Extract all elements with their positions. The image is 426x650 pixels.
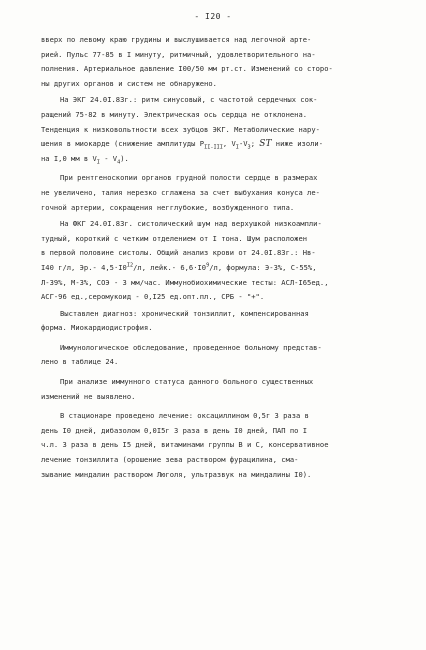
text-fragment: шения в миокарде (снижение амплитуды P [41, 139, 205, 149]
text-line: АСГ-96 ед.,серомукоид - 0,I25 ед.опт.пл., СРБ - "+". [41, 292, 265, 302]
text-line: вверх по левому краю грудины и выслушивается над легочной арте- [41, 35, 312, 44]
page-number: - I20 - [194, 12, 232, 21]
subscript: 3 [247, 144, 251, 151]
text-fragment: ). [120, 153, 129, 163]
text-fragment: ; [250, 139, 260, 149]
subscript: I [235, 144, 239, 151]
text-line: лено в таблице 24. [41, 357, 119, 367]
text-fragment: - V [99, 153, 118, 163]
text-line: ращений 75-82 в минуту. Электрическая ось сердца не отклонена. [41, 109, 308, 119]
paragraph-treatment [41, 409, 403, 482]
text-line: При рентгеноскопии органов грудной полости сердце в размерах [60, 173, 318, 183]
st-segment-label: ST [259, 139, 272, 150]
text-line: форма. Миокардиодистрофия. [41, 323, 153, 333]
document-body [41, 33, 403, 482]
text-line-formula [41, 152, 403, 167]
text-line: Выставлен диагноз: хронический тонзиллит, компенсированная [60, 308, 309, 318]
superscript: 9 [206, 262, 210, 269]
text-line: Л-39%, М-3%, СОЭ - 3 мм/час. Иммунобиохимические тесты: АСЛ-I65ед., [41, 277, 329, 287]
text-fragment: /л, лейк.- 6,6·I0 [133, 262, 207, 272]
text-line-formula [41, 261, 403, 276]
text-line: изменений не выявлено. [41, 391, 136, 401]
superscript: I2 [126, 262, 134, 269]
text-line: На ЭКГ 24.0I.83г.: ритм синусовый, с частотой сердечных сок- [60, 95, 318, 105]
text-line: ны других органов и систем не обнаружено. [41, 78, 217, 88]
text-fragment: I40 г/л, Эр.- 4,5·I0 [41, 262, 127, 272]
paragraph-cardiac-exam [41, 33, 403, 91]
paragraph-xray [41, 171, 403, 215]
text-line: зывание миндалин раствором Люголя, ультразвук на миндалины I0). [41, 469, 312, 479]
text-fragment: /л, формула: Э-3%, С-55%, [209, 262, 317, 272]
text-line: В стационаре проведено лечение: оксациллином 0,5г 3 раза в [60, 411, 309, 421]
paragraph-pcg-blood [41, 217, 403, 305]
paragraph-immune-status [41, 375, 403, 404]
text-line: ч.л. 3 раза в день I5 дней, витаминами группы В и С, консервативное [41, 440, 329, 450]
text-line: Тенденция к низковольтности всех зубцов ЭКГ. Метаболические нару- [41, 124, 320, 134]
text-fragment: ниже изоли- [271, 139, 324, 149]
text-line: не увеличено, талия нерезко сглажена за счет выбухания конуса ле- [41, 187, 320, 197]
text-line-formula: шения в миокарде (снижение амплитуды $P_{II-III}$, $V_I-V_3$; ST ниже изоли- [41, 139, 324, 151]
subscript: II-III [204, 144, 223, 151]
text-line: полнения. Артериальное давление I00/50 мм рт.ст. Изменений со сторо- [41, 64, 333, 74]
text-line: в первой половине систолы. Общий анализ крови от 24.0I.83г.: Нв- [41, 248, 316, 258]
text-line: При анализе иммунного статуса данного больного существенных [60, 377, 314, 387]
text-line: тудный, короткий с четким отделением от I тона. Шум расположен [41, 233, 308, 243]
text-line: Иммунологическое обследование, проведенное больному представ- [60, 342, 322, 352]
paragraph-immunology [41, 341, 403, 370]
paragraph-ecg [41, 93, 403, 166]
text-line: На ФКГ 24.0I.83г. систолический шум над верхушкой низкоампли- [60, 219, 322, 229]
subscript: I [96, 159, 100, 166]
text-line: гочной артерии, сокращения негглубокие, возбужденного типа. [41, 202, 295, 212]
paragraph-diagnosis [41, 307, 403, 336]
text-line: день I0 дней, дибазолом 0,0I5г 3 раза в день I0 дней, ПАП по I [41, 425, 308, 435]
text-line: лечение тонзиллита (орошение зева раствором фурацилина, сма- [41, 455, 299, 465]
text-line: рией. Пульс 77-85 в I минуту, ритмичный, удовлетворительного на- [41, 49, 316, 59]
text-fragment: на I,0 мм в V [41, 153, 97, 163]
subscript: 4 [117, 159, 121, 166]
